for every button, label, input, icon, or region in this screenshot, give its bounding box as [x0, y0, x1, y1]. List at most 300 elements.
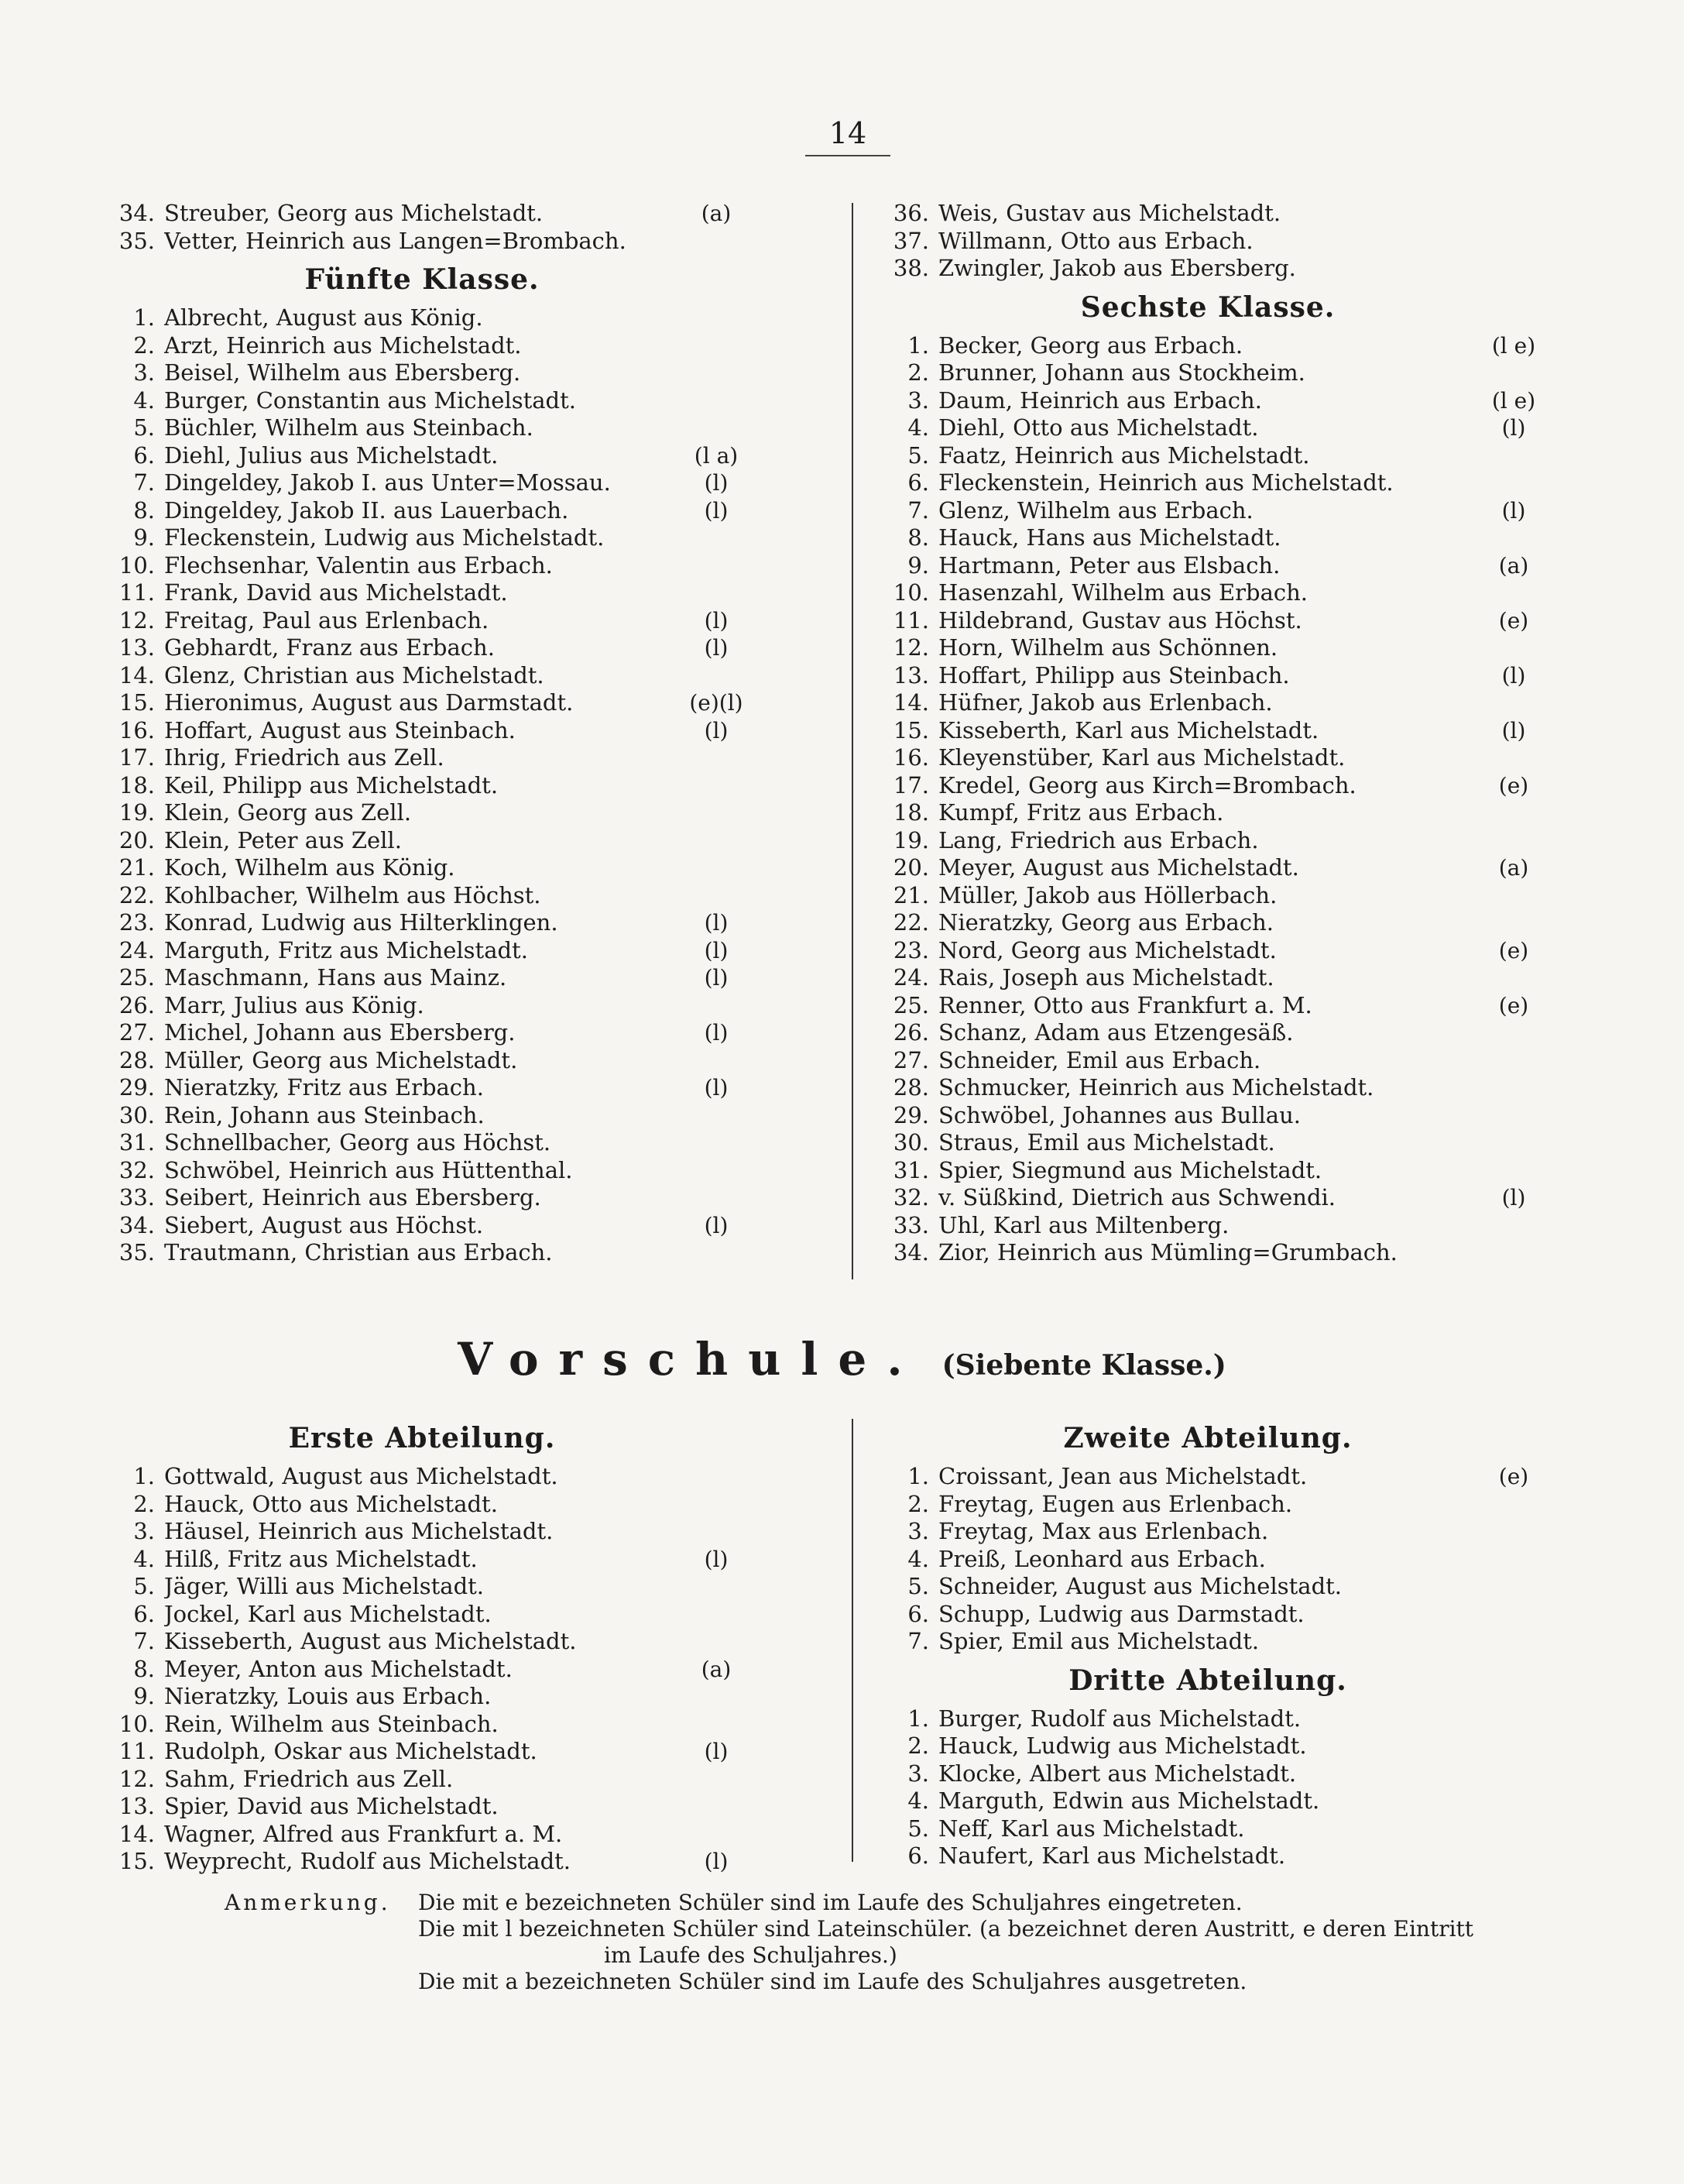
- note-text: Die mit l bezeichneten Schüler sind Lateinschüler. (a bezeichnet deren Austritt, e deren Eintritt: [418, 1916, 1474, 1942]
- list-item-name: Wagner, Alfred aus Frankfurt a. M.: [164, 1820, 563, 1847]
- list-item-number: 5.: [907, 1573, 929, 1599]
- list-item-name: Schanz, Adam aus Etzengesäß.: [938, 1019, 1294, 1046]
- list-item: [85, 1019, 759, 1047]
- list-item: [85, 1239, 759, 1267]
- list-item-number: 3.: [133, 359, 155, 386]
- list-item: [859, 1705, 1556, 1733]
- list-item: [859, 827, 1556, 855]
- list-item-name: Rein, Johann aus Steinbach.: [164, 1101, 485, 1128]
- list-item: [85, 937, 759, 965]
- list-item: [859, 524, 1556, 552]
- list-item: [85, 1738, 759, 1766]
- list-item-number: 11.: [893, 606, 929, 634]
- list-item: [859, 854, 1556, 882]
- list-item-name: Müller, Georg aus Michelstadt.: [164, 1046, 518, 1073]
- list-item-number: 35.: [118, 227, 155, 254]
- list-item-number: 32.: [893, 1184, 929, 1210]
- list-item-name: Diehl, Julius aus Michelstadt.: [164, 441, 499, 469]
- list-item: [859, 332, 1556, 360]
- list-item-number: 11.: [118, 579, 155, 606]
- list-item-number: 1.: [907, 331, 929, 359]
- note-line: [225, 1890, 1603, 1916]
- list-item-number: 5.: [907, 441, 929, 469]
- list-item-name: Nord, Georg aus Michelstadt.: [938, 936, 1277, 963]
- list-item-name: Schneider, Emil aus Erbach.: [938, 1046, 1261, 1073]
- class-list: [85, 1463, 759, 1876]
- list-item: [859, 228, 1556, 256]
- list-item: [85, 387, 759, 415]
- list-item-name: Lang, Friedrich aus Erbach.: [938, 826, 1259, 853]
- note-label: Anmerkung.: [225, 1890, 391, 1915]
- list-item-number: 6.: [907, 1600, 929, 1627]
- list-item: [85, 1656, 759, 1684]
- list-item: [859, 1787, 1556, 1815]
- list-item-number: 1.: [907, 1705, 929, 1732]
- list-item: [85, 442, 759, 470]
- list-item-name: Spier, David aus Michelstadt.: [164, 1793, 499, 1819]
- section-heading: Dritte Abteilung.: [1068, 1664, 1347, 1697]
- column-divider-bottom: [852, 1419, 853, 1862]
- list-item-name: Marguth, Edwin aus Michelstadt.: [938, 1787, 1320, 1814]
- list-item-name: Klocke, Albert aus Michelstadt.: [938, 1760, 1297, 1787]
- list-item: [85, 909, 759, 937]
- list-item-mark: (l): [704, 635, 729, 661]
- list-item-mark: (e): [1498, 937, 1529, 963]
- list-item: [859, 255, 1556, 283]
- section-heading: Erste Abteilung.: [288, 1422, 556, 1454]
- list-item-mark: (e): [1498, 992, 1529, 1018]
- list-item-number: 27.: [118, 1019, 155, 1046]
- list-item-number: 10.: [118, 1710, 155, 1737]
- list-item-number: 25.: [118, 964, 155, 991]
- list-item-number: 23.: [893, 936, 929, 963]
- list-item-name: Koch, Wilhelm aus König.: [164, 854, 455, 881]
- list-item: [859, 1628, 1556, 1656]
- list-item-name: Kohlbacher, Wilhelm aus Höchst.: [164, 881, 541, 908]
- list-item-name: Marr, Julius aus König.: [164, 991, 424, 1018]
- list-item-name: Hilß, Fritz aus Michelstadt.: [164, 1545, 478, 1572]
- list-item-number: 7.: [907, 1628, 929, 1654]
- list-item-number: 9.: [133, 524, 155, 551]
- list-item-name: Faatz, Heinrich aus Michelstadt.: [938, 441, 1310, 469]
- list-item-name: Naufert, Karl aus Michelstadt.: [938, 1842, 1286, 1869]
- list-item: [859, 1546, 1556, 1574]
- list-item: [85, 304, 759, 332]
- list-item-number: 34.: [893, 1239, 929, 1265]
- list-item: [859, 579, 1556, 607]
- list-item: [85, 552, 759, 580]
- list-item: [859, 689, 1556, 717]
- note-text: Die mit a bezeichneten Schüler sind im Laufe des Schuljahres ausgetreten.: [418, 1969, 1247, 1994]
- list-item: [859, 717, 1556, 745]
- list-item: [859, 1518, 1556, 1546]
- list-item-number: 14.: [893, 689, 929, 716]
- list-item-name: Hauck, Ludwig aus Michelstadt.: [938, 1732, 1307, 1759]
- list-item-name: Daum, Heinrich aus Erbach.: [938, 386, 1262, 414]
- list-item-name: Meyer, Anton aus Michelstadt.: [164, 1655, 513, 1682]
- list-item-number: 8.: [133, 496, 155, 524]
- list-item: [859, 744, 1556, 772]
- list-item-name: Gottwald, August aus Michelstadt.: [164, 1463, 558, 1489]
- list-item-number: 3.: [907, 386, 929, 414]
- list-item: [85, 1711, 759, 1739]
- list-item-number: 24.: [893, 964, 929, 991]
- list-item-name: Hauck, Hans aus Michelstadt.: [938, 524, 1281, 551]
- class-list: [859, 1463, 1556, 1656]
- list-item-number: 3.: [907, 1518, 929, 1544]
- list-item-mark: (a): [701, 1656, 732, 1682]
- list-item-mark: (l): [1501, 662, 1526, 689]
- list-item-number: 28.: [893, 1074, 929, 1101]
- list-item-name: Fleckenstein, Ludwig aus Michelstadt.: [164, 524, 605, 551]
- list-item-number: 6.: [907, 1842, 929, 1869]
- list-item: [85, 882, 759, 910]
- list-item-name: Marguth, Fritz aus Michelstadt.: [164, 936, 528, 963]
- list-item-name: Preiß, Leonhard aus Erbach.: [938, 1545, 1266, 1572]
- list-item: [85, 854, 759, 882]
- list-item: [85, 1683, 759, 1711]
- list-item-number: 14.: [118, 1820, 155, 1847]
- list-item-number: 15.: [893, 716, 929, 743]
- list-item-name: Hauck, Otto aus Michelstadt.: [164, 1490, 498, 1517]
- list-item-name: Michel, Johann aus Ebersberg.: [164, 1019, 516, 1046]
- list-item-mark: (a): [1498, 855, 1529, 881]
- list-item-name: Jäger, Willi aus Michelstadt.: [164, 1573, 485, 1599]
- note-line: [225, 1916, 1603, 1942]
- list-item: [859, 497, 1556, 525]
- list-item-number: 37.: [893, 227, 929, 254]
- list-item-name: Siebert, August aus Höchst.: [164, 1211, 484, 1238]
- list-item: [859, 1074, 1556, 1102]
- list-item: [85, 579, 759, 607]
- list-item-number: 7.: [133, 1628, 155, 1654]
- list-item-name: Spier, Emil aus Michelstadt.: [938, 1628, 1260, 1654]
- list-item-mark: (l): [704, 1739, 729, 1764]
- list-item-number: 1.: [907, 1463, 929, 1489]
- list-item-number: 16.: [893, 744, 929, 771]
- list-item: [859, 1760, 1556, 1788]
- list-item-name: Meyer, August aus Michelstadt.: [938, 854, 1299, 881]
- list-item: [85, 964, 759, 992]
- list-item-number: 5.: [133, 1573, 155, 1599]
- list-item-name: Glenz, Christian aus Michelstadt.: [164, 661, 544, 689]
- list-item-mark: (l): [704, 470, 729, 496]
- top-left-column: [85, 200, 759, 1267]
- list-item: [85, 1848, 759, 1876]
- list-item: [85, 1546, 759, 1574]
- list-item-name: Nieratzky, Louis aus Erbach.: [164, 1683, 492, 1709]
- list-item-name: Fleckenstein, Heinrich aus Michelstadt.: [938, 469, 1394, 496]
- vorschule-main-title: Vorschule.: [458, 1333, 923, 1386]
- list-item-name: Croissant, Jean aus Michelstadt.: [938, 1463, 1308, 1489]
- list-item-name: Seibert, Heinrich aus Ebersberg.: [164, 1184, 541, 1210]
- list-item-number: 29.: [118, 1074, 155, 1101]
- list-item-name: Klein, Georg aus Zell.: [164, 799, 412, 826]
- list-item-mark: (l a): [694, 442, 739, 469]
- list-item: [85, 200, 759, 228]
- list-item-number: 4.: [133, 1545, 155, 1572]
- list-item-mark: (l): [704, 1212, 729, 1238]
- bottom-left-column: [85, 1413, 759, 1876]
- list-item-number: 17.: [893, 771, 929, 798]
- list-item-number: 7.: [907, 496, 929, 524]
- list-item: [85, 1102, 759, 1130]
- list-item: [85, 1463, 759, 1491]
- list-item-mark: (l): [704, 607, 729, 634]
- list-item-mark: (l): [1501, 415, 1526, 441]
- list-item: [859, 442, 1556, 470]
- list-item: [859, 1463, 1556, 1491]
- list-item-name: Uhl, Karl aus Miltenberg.: [938, 1211, 1230, 1238]
- list-item-number: 28.: [118, 1046, 155, 1073]
- list-item-name: Brunner, Johann aus Stockheim.: [938, 359, 1305, 386]
- list-item: [85, 992, 759, 1020]
- list-item-number: 30.: [118, 1101, 155, 1128]
- list-item-number: 4.: [907, 1545, 929, 1572]
- list-item-number: 12.: [118, 606, 155, 634]
- list-item-number: 2.: [907, 1732, 929, 1759]
- list-item: [859, 799, 1556, 827]
- list-item: [859, 1815, 1556, 1843]
- list-item-name: Hoffart, Philipp aus Steinbach.: [938, 661, 1290, 689]
- list-item: [85, 1601, 759, 1629]
- list-item-name: Nieratzky, Georg aus Erbach.: [938, 909, 1274, 936]
- list-item-number: 35.: [118, 1239, 155, 1265]
- list-item-number: 20.: [893, 854, 929, 881]
- list-item: [859, 1732, 1556, 1760]
- list-item-name: Glenz, Wilhelm aus Erbach.: [938, 496, 1254, 524]
- list-item-name: Burger, Constantin aus Michelstadt.: [164, 386, 576, 414]
- list-item: [85, 332, 759, 360]
- list-item: [859, 662, 1556, 690]
- list-item-number: 10.: [893, 579, 929, 606]
- list-item-number: 29.: [893, 1101, 929, 1128]
- list-item-name: Hieronimus, August aus Darmstadt.: [164, 689, 574, 716]
- list-item-number: 7.: [133, 469, 155, 496]
- list-item: [859, 1601, 1556, 1629]
- list-item-number: 31.: [118, 1129, 155, 1156]
- list-item-name: Schwöbel, Heinrich aus Hüttenthal.: [164, 1156, 573, 1183]
- list-item-name: Flechsenhar, Valentin aus Erbach.: [164, 551, 553, 579]
- list-item: [859, 359, 1556, 387]
- list-item: [85, 1074, 759, 1102]
- list-item-number: 11.: [118, 1738, 155, 1764]
- list-item: [85, 717, 759, 745]
- list-item: [859, 909, 1556, 937]
- list-item: [85, 634, 759, 662]
- list-item-name: Renner, Otto aus Frankfurt a. M.: [938, 991, 1312, 1018]
- list-item: [859, 1239, 1556, 1267]
- list-item-name: Weyprecht, Rudolf aus Michelstadt.: [164, 1848, 571, 1874]
- list-item-name: Vetter, Heinrich aus Langen=Brombach.: [164, 227, 626, 254]
- list-item-name: Schupp, Ludwig aus Darmstadt.: [938, 1600, 1305, 1627]
- list-item: [859, 1157, 1556, 1185]
- list-item: [859, 772, 1556, 800]
- list-item-number: 10.: [118, 551, 155, 579]
- list-item: [859, 634, 1556, 662]
- list-item: [85, 414, 759, 442]
- list-item-number: 18.: [118, 771, 155, 798]
- list-item-number: 4.: [907, 414, 929, 441]
- list-item: [859, 1019, 1556, 1047]
- list-item-name: Willmann, Otto aus Erbach.: [938, 227, 1254, 254]
- list-item-number: 12.: [893, 634, 929, 661]
- list-item-name: Schneider, August aus Michelstadt.: [938, 1573, 1343, 1599]
- list-item-name: Freytag, Eugen aus Erlenbach.: [938, 1490, 1293, 1517]
- list-item-name: Frank, David aus Michelstadt.: [164, 579, 508, 606]
- list-item: [85, 1491, 759, 1519]
- note-text: Die mit e bezeichneten Schüler sind im Laufe des Schuljahres eingetreten.: [418, 1890, 1243, 1915]
- list-item-number: 5.: [907, 1815, 929, 1842]
- list-item-number: 6.: [907, 469, 929, 496]
- list-item-mark: (l e): [1491, 387, 1536, 414]
- list-item-number: 3.: [907, 1760, 929, 1787]
- list-item-number: 9.: [133, 1683, 155, 1709]
- list-item: [859, 1047, 1556, 1075]
- list-item-number: 2.: [133, 331, 155, 359]
- list-item-number: 21.: [893, 881, 929, 908]
- list-item: [85, 744, 759, 772]
- list-item-number: 17.: [118, 744, 155, 771]
- list-item-number: 9.: [907, 551, 929, 579]
- list-item-mark: (l): [704, 1075, 729, 1101]
- list-item-name: Zior, Heinrich aus Mümling=Grumbach.: [938, 1239, 1398, 1265]
- list-item-number: 20.: [118, 826, 155, 853]
- list-item-number: 36.: [893, 200, 929, 226]
- list-item-name: Beisel, Wilhelm aus Ebersberg.: [164, 359, 521, 386]
- list-item-name: Schnellbacher, Georg aus Höchst.: [164, 1129, 551, 1156]
- list-item: [85, 1047, 759, 1075]
- list-item-number: 25.: [893, 991, 929, 1018]
- list-item-mark: (e): [1498, 772, 1529, 798]
- list-item: [85, 689, 759, 717]
- list-item-name: Konrad, Ludwig aus Hilterklingen.: [164, 909, 558, 936]
- list-item-number: 19.: [893, 826, 929, 853]
- list-item-name: Keil, Philipp aus Michelstadt.: [164, 771, 499, 798]
- list-item-number: 34.: [118, 1211, 155, 1238]
- list-item-name: Straus, Emil aus Michelstadt.: [938, 1129, 1275, 1156]
- list-item-name: Kumpf, Fritz aus Erbach.: [938, 799, 1224, 826]
- list-item-number: 2.: [907, 1490, 929, 1517]
- list-item-mark: (l e): [1491, 332, 1536, 359]
- list-item-number: 2.: [907, 359, 929, 386]
- list-item-number: 6.: [133, 441, 155, 469]
- list-item-mark: (l): [704, 1020, 729, 1046]
- list-item-number: 21.: [118, 854, 155, 881]
- list-item-number: 33.: [893, 1211, 929, 1238]
- list-item-name: Jockel, Karl aus Michelstadt.: [164, 1600, 492, 1627]
- list-item-number: 19.: [118, 799, 155, 826]
- list-item-name: Zwingler, Jakob aus Ebersberg.: [938, 255, 1296, 281]
- list-item-number: 1.: [133, 304, 155, 331]
- list-item: [85, 469, 759, 497]
- list-item-name: Spier, Siegmund aus Michelstadt.: [938, 1156, 1322, 1183]
- list-item: [859, 937, 1556, 965]
- list-item-name: Kisseberth, August aus Michelstadt.: [164, 1628, 577, 1654]
- list-item-mark: (l): [1501, 497, 1526, 524]
- list-item-name: Schwöbel, Johannes aus Bullau.: [938, 1101, 1301, 1128]
- class-list: [85, 304, 759, 1267]
- list-item-number: 6.: [133, 1600, 155, 1627]
- list-item: [85, 799, 759, 827]
- list-item-name: Büchler, Wilhelm aus Steinbach.: [164, 414, 533, 441]
- note-line: [225, 1969, 1603, 1995]
- list-item-number: 18.: [893, 799, 929, 826]
- list-item-name: Ihrig, Friedrich aus Zell.: [164, 744, 444, 771]
- list-item-name: Hüfner, Jakob aus Erlenbach.: [938, 689, 1273, 716]
- list-item: [85, 1766, 759, 1794]
- list-item-name: Kleyenstüber, Karl aus Michelstadt.: [938, 744, 1346, 771]
- list-item-number: 13.: [118, 1793, 155, 1819]
- list-item-name: Neff, Karl aus Michelstadt.: [938, 1815, 1245, 1842]
- list-item-mark: (e)(l): [689, 690, 743, 716]
- list-item-name: v. Süßkind, Dietrich aus Schwendi.: [938, 1184, 1336, 1210]
- list-item-number: 38.: [893, 255, 929, 281]
- list-item-number: 34.: [118, 200, 155, 226]
- column-divider-top: [852, 203, 853, 1279]
- list-item-mark: (l): [1501, 717, 1526, 743]
- list-item-number: 26.: [118, 991, 155, 1018]
- list-item-name: Hoffart, August aus Steinbach.: [164, 716, 516, 743]
- list-item-name: Dingeldey, Jakob I. aus Unter=Mossau.: [164, 469, 611, 496]
- list-item-name: Hartmann, Peter aus Elsbach.: [938, 551, 1281, 579]
- list-item-number: 8.: [133, 1655, 155, 1682]
- list-item-name: Horn, Wilhelm aus Schönnen.: [938, 634, 1278, 661]
- list-item: [85, 1573, 759, 1601]
- list-item-name: Kredel, Georg aus Kirch=Brombach.: [938, 771, 1356, 798]
- note-line: [225, 1942, 1603, 1969]
- list-item-name: Maschmann, Hans aus Mainz.: [164, 964, 507, 991]
- list-item: [85, 524, 759, 552]
- bottom-right-column: [859, 1413, 1556, 1870]
- list-item: [859, 1102, 1556, 1130]
- list-item: [85, 607, 759, 635]
- list-item: [859, 964, 1556, 992]
- list-item-number: 23.: [118, 909, 155, 936]
- list-item-name: Müller, Jakob aus Höllerbach.: [938, 881, 1278, 908]
- class-list: [859, 332, 1556, 1267]
- list-item-name: Klein, Peter aus Zell.: [164, 826, 402, 853]
- page-number: 14: [828, 116, 867, 150]
- list-item-number: 24.: [118, 936, 155, 963]
- list-item-mark: (l): [1501, 1185, 1526, 1210]
- list-item-mark: (l): [704, 717, 729, 743]
- list-item-name: Kisseberth, Karl aus Michelstadt.: [938, 716, 1319, 743]
- list-item-number: 14.: [118, 661, 155, 689]
- list-item-number: 8.: [907, 524, 929, 551]
- list-item-mark: (l): [704, 937, 729, 963]
- list-item: [85, 228, 759, 256]
- list-item-number: 2.: [133, 1490, 155, 1517]
- list-item-mark: (l): [704, 910, 729, 936]
- list-item: [859, 414, 1556, 442]
- list-item-name: Hildebrand, Gustav aus Höchst.: [938, 606, 1302, 634]
- list-item-number: 4.: [133, 386, 155, 414]
- list-item-name: Rein, Wilhelm aus Steinbach.: [164, 1710, 499, 1737]
- list-item: [859, 552, 1556, 580]
- list-item: [85, 1821, 759, 1849]
- list-item-number: 33.: [118, 1184, 155, 1210]
- section-heading: Fünfte Klasse.: [304, 263, 540, 296]
- list-item: [85, 1129, 759, 1157]
- list-item-name: Freytag, Max aus Erlenbach.: [938, 1518, 1269, 1544]
- list-item-number: 26.: [893, 1019, 929, 1046]
- list-item-number: 15.: [118, 1848, 155, 1874]
- list-item-name: Sahm, Friedrich aus Zell.: [164, 1765, 454, 1792]
- list-item-number: 1.: [133, 1463, 155, 1489]
- list-item-number: 22.: [893, 909, 929, 936]
- list-item: [85, 1518, 759, 1546]
